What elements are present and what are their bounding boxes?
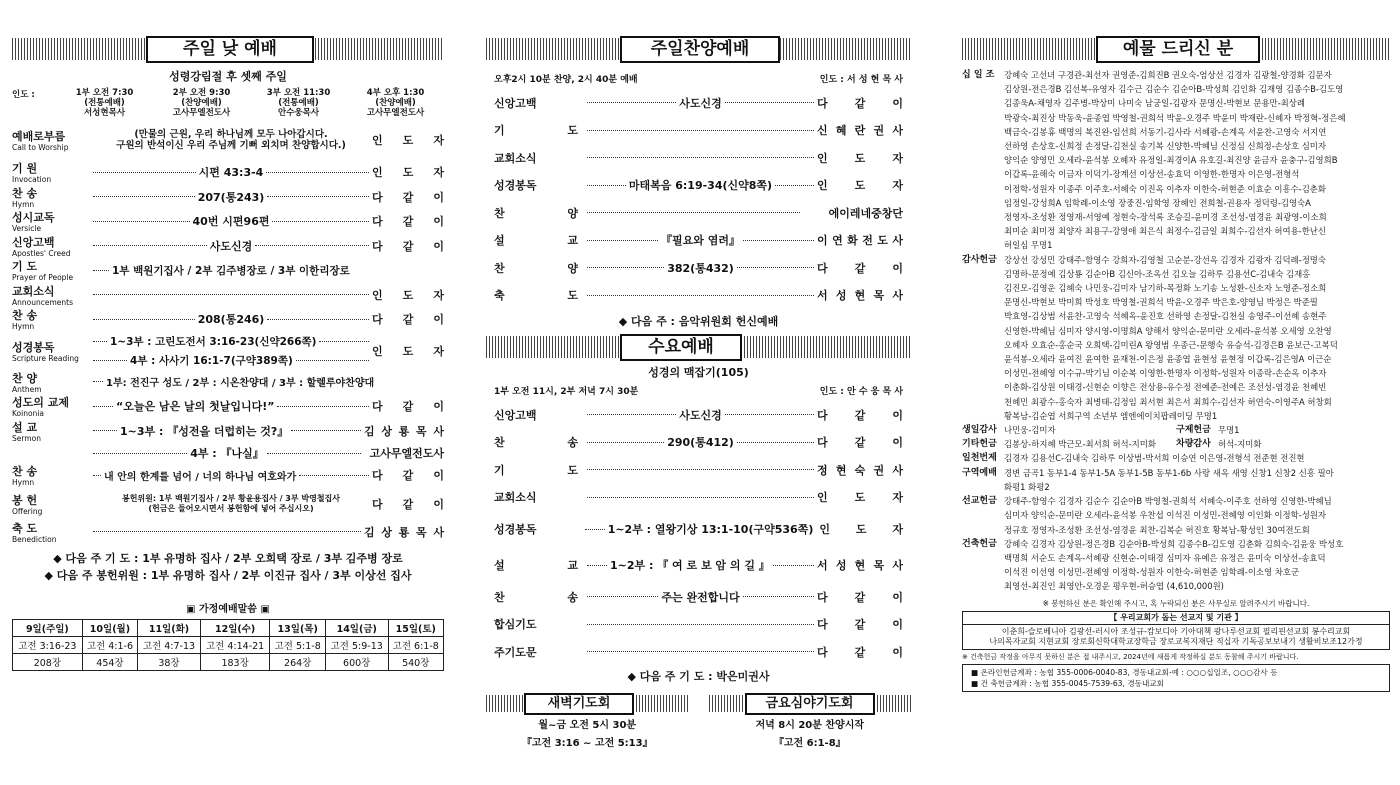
order-row: 찬 송 290(통412) 다 같 이	[494, 436, 904, 450]
table-row: 고전 3:16-23 고전 4:1-6 고전 4:7-13 고전 4:14-21 고전 5:1-8 고전 5:9-13 고전 6:1-8	[13, 637, 444, 654]
banner-title: 주일 낮 예배	[146, 36, 314, 63]
mission-group: 선교헌금 강태주-함영수 김경자 김순수 김순아B 박영철-권희석 서혜숙-이주호 선하영 신영한-박혜님 심미자 양익순-문미란 오세라-윤석봉 우찬섭 이석진 이성민-전혜영 이인화 이정학-성원자 정규호 정영자-조성환 조선성-염경윤 최찬-김복순 허진호 황복남-황성인 30여전도회	[962, 496, 1332, 535]
order-row: 성시교독 Versicle 40번 시편96편 다 같 이	[12, 211, 445, 234]
order-row: 찬 양 Anthem 1부: 전진구 성도 / 2부 : 시온찬양대 / 3부 : 할렐루야찬양대	[12, 371, 375, 394]
district-group: 구역예배 경변 금곡1 동부1-4 동부1-5A 동부1-5B 동부1-6b 사랑 새옥 새영 신창1 신창2 신흥 필아 화평1 화평2	[962, 467, 1334, 492]
order-row: 신앙고백 사도신경 다 같 이	[494, 96, 904, 110]
building-note: ※ 건축헌금 작정을 아무지 못하신 분은 접 내주시고, 2024년에 새롭게 작정하실 분도 동참해 주시기 바랍니다.	[962, 652, 1299, 661]
order-row: 찬 송 Hymn 208(통246) 다 같 이	[12, 309, 445, 332]
next-week-wednesday-prayer: ◆ 다음 주 기 도 : 박은미권사	[627, 669, 770, 683]
order-row: 성경봉독 1~2부 : 열왕기상 13:1-10(구약536쪽) 인 도 자	[494, 523, 903, 536]
event-car-group: 기타헌금 김봉상-하지혜 박근모-최서희 허석-지미화 차량감사 허석-지미화	[962, 439, 1262, 450]
order-row: 교회소식 인 도 자	[494, 491, 903, 505]
next-week-praise: ◆ 다음 주 : 음악위원회 헌신예배	[618, 315, 779, 328]
order-row: 찬 양 에이레네중창단	[494, 206, 903, 220]
evening-worship-column	[486, 0, 911, 785]
order-row: 합심기도 다 같 이	[494, 618, 903, 632]
praise-worship-banner: 주일찬양예배	[486, 36, 911, 64]
next-week-prayer: ◆ 다음 주 기 도 : 1부 유명하 집사 / 2부 오희택 장로 / 3부 김주병 장로	[53, 552, 403, 565]
leader-4: 4부 오후 1:30 (찬양예배) 고사무엘전도사	[366, 88, 425, 118]
order-row: 예배로부름 Call to Worship (만물의 근원, 우리 하나님께 모두 나아갑시다. 구원의 반석이신 우리 주님께 기뻐 외치며 찬양합시다.) 인 도 자	[12, 129, 444, 152]
wednesday-order	[486, 401, 911, 666]
order-row: 봉 헌 Offering 봉헌위원: 1부 백원기집사 / 2부 황윤용집사 / 3부 박영철집사 (헌금은 들어오시면서 봉헌함에 넣어 주십시오) 다 같 이	[12, 493, 444, 516]
leader-2: 2부 오전 9:30 (찬양예배) 고사무엘전도사	[172, 88, 231, 118]
offering-notice: ※ 봉헌하신 분은 확인해 주시고, 혹 누락되신 분은 사무실로 알려주시기 바랍니다.	[1042, 598, 1310, 608]
wednesday-subtitle: 성경의 맥잡기(105)	[648, 366, 749, 379]
mission-box: 【 우리교회가 돕는 선교지 및 기관 】 이춘희-슬로베니아 김광선-러시아 조성규-캄보디아 기아대책 광나루선교회 필리핀선교회 봉수리교회 나의목자교회 지현교회 장로회신학대학교장학금 장로교복지재단 직십자 기독공보보내기 생활비보조12가정	[962, 611, 1390, 650]
tithe-group: 십 일 조 강혜숙 고선녀 구경관-최선자 권영준-김희진B 권오숙-엄상선 김경자 김광철-양경화 김문자 김상원-전은경B 김선복-유영자 김수근 김순수 김순아B-박성희 김인화 김재영 김종수B-김도영 김종욱A-채영자 김주병-박상미 나미숙 남궁일-김광자 문명신-박현보 문용만-최상례 박광숙-최진상 박동욱-윤종엽 박영철-권희석 박윤-오경주 박윤미 박재란-신혜자 박정혁-정은혜 백금숙-김봉휴 백명의 복진완-임선희 서동기-김사라 서혜광-손계옥 서윤찬-고영숙 서지연 선하영 손상호-신희정 손정달-김천실 송기복 신양한-박혜님 신정심 신희정-손상호 심미자 양익순 양영민 오세라-윤석봉 오혜자 유정일-최경이A 유호길-최진양 윤금자 윤충구-김영희B 이갑록-윤해숙 이금자 이덕기-장계선 이상선-송효덕 이영한-한명자 이은영-전형석 이정학-성원자 이종주 이주호-서혜숙 이진옥 이추자 이한숙-허현준 이효순 이흥수-김춘화 임정일-강성희A 임학례-이소영 장중진-임학영 장혜인 전희철-권용자 정덕령-김영숙A 정영자-조성환 정영재-서영예 정현숙-장석록 조승길-윤미경 조선성-염경윤 최광영-이소희 최미순 최미정 최양자 최용구-강영애 최은식 최정수-김금일 최희수-김선자 허여용-한난신 허일심 무명1	[962, 70, 1346, 251]
order-row: 기 도 Prayer of People 1부 백원기집사 / 2부 김주병장로 / 3부 이한리장로	[12, 260, 350, 283]
order-row: 성도의 교제 Koinonia “오늘은 남은 날의 첫날입니다!” 다 같 이	[12, 396, 444, 419]
order-row: 4부 : 『나실』 고사무엘전도사	[12, 443, 444, 463]
birthday-relief-group: 생일감사 나민웅-김미자 구제헌금 무명1	[962, 425, 1240, 436]
wednesday-header: 1부 오전 11시, 2부 저녁 7시 30분 인도 : 안 수 웅 목 사	[494, 387, 903, 397]
order-row: 신앙고백 Apostles' Creed 사도신경 다 같 이	[12, 235, 445, 258]
order-row: 찬 송 Hymn 207(통243) 다 같 이	[12, 186, 445, 209]
leader-1: 1부 오전 7:30 (전통예배) 서성현목사	[75, 88, 134, 118]
order-row: 설 교 Sermon 1~3부 : 『성전을 더럽히는 것?』 김 상 룡 목 사	[12, 420, 444, 443]
order-row: 찬 송 주는 완전합니다 다 같 이	[494, 590, 903, 604]
prayer-meetings	[486, 693, 911, 751]
order-row: 찬 양 382(통432) 다 같 이	[494, 261, 904, 275]
order-row: 기 도 신 혜 란 권 사	[494, 124, 903, 138]
friday-prayer: 금요심야기도회 저녁 8시 20분 찬양시작 『고전 6:1-8』	[709, 693, 912, 751]
table-row: 9일(주일) 10일(월) 11일(화) 12일(수) 13일(목) 14일(금) 15일(토)	[13, 620, 444, 637]
praise-worship-header: 오후2시 10분 찬양, 2시 40분 예배 인도 : 서 성 현 목 사	[494, 75, 903, 85]
offerings-list	[962, 68, 1390, 594]
offerings-column	[962, 0, 1390, 785]
home-worship-table	[12, 619, 444, 671]
order-row: 기 원 Invocation 시편 43:3-4 인 도 자	[12, 162, 445, 185]
dawn-prayer: 새벽기도회 월~금 오전 5시 30분 『고전 3:16 ~ 고전 5:13』	[486, 693, 689, 751]
order-row: 주기도문 다 같 이	[494, 645, 903, 659]
thanks-group: 감사헌금 강상선 강성민 강태주-함영수 강희자-김영철 고순분-강선옥 김경자 김광자 김덕례-정명숙 김명하-문정예 김상룡 김순아B 김신아-조옥선 김오늘 김하루 김용선C-김내숙 김재홍 김진모-김영운 김혜숙 나민웅-김미자 남기하-목정화 노기송 노성환-신소자 노영준-정소희 문명신-박현보 박미희 박성호 박영철-권희석 박윤-오경주 박은호-양영님 박정은 박준필 박효영-김상범 서윤찬-고영숙 석혜옥-윤진호 선하영 손정달-김천실 송영주-이선혜 송현주 신영한-박혜님 심미자 양시영-이명희A 양해서 양익순-문미란 오세라-윤석봉 오세영 오찬영 오혜자 오효순-홍순국 오희택-김미린A 왕영범 우종근-문행숙 유승석-김경은B 윤보근-고복덕 윤석봉-오세라 윤여진 윤여한 윤재천-이은정 윤종엽 윤현성 윤현정 이갑록-김은영A 이근순 이성민-전혜영 이수규-박기님 이순복 이영한-한명자 이정학-성원자 이종락-손순옥 이추자 이춘화-김상원 이태경-신현순 이향은 전상용-유수정 전예준-전예은 조선성-염경윤 천혜빈 천혜민 최광수-홍숙자 최병태-김정임 최서현 최은서 최희수-김선자 허연숙-이영주A 허창회 황복남-김순엽 서희구역 소년부 엠엔에이치팝레이딩 무명1	[962, 254, 1338, 421]
firstfruit-group: 일천번제 김경자 김용선C-김내숙 김하루 이상범-박서희 이승연 이은영-전형석 전준현 전진현	[962, 453, 1305, 464]
order-row: 성경봉독 마태복음 6:19-34(신약8쪽) 인 도 자	[494, 179, 903, 193]
praise-worship-order	[486, 89, 911, 309]
sunday-worship-banner	[12, 36, 444, 64]
order-row: 교회소식 인 도 자	[494, 151, 903, 165]
order-row: 축 도 서 성 현 목 사	[494, 289, 903, 303]
next-week-offering: ◆ 다음 주 봉헌위원 : 1부 유명하 집사 / 2부 이진규 집사 / 3부 이상선 집사	[44, 569, 412, 582]
leaders-label: 인도 :	[12, 90, 35, 100]
order-row: 성경봉독 Scripture Reading 1~3부 : 고린도전서 3:16-23(신약266쪽) 4부 : 사사기 16:1-7(구약389쪽) 인 도 자	[12, 335, 444, 367]
subtitle: 성령강림절 후 셋째 주일	[169, 70, 287, 83]
order-row: 축 도 Benediction 김 상 룡 목 사	[12, 521, 444, 544]
home-worship-title: ▣ 가정예배말씀 ▣	[186, 604, 270, 615]
account-box: ■ 온라인헌금계좌 : 농협 355-0006-0040-83, 경동내교회-예 : ○○○십일조, ○○○감사 등 ■ 건 축헌금계좌 : 농협 355-0045-7539-63, 경동내교회	[962, 664, 1390, 692]
order-row: 설 교 『필요와 염려』 이 연 화 전 도 사	[494, 234, 903, 248]
building-group: 건축헌금 강혜숙 김경자 김상원-정은경B 김순아B-박성희 김종수B-김도영 김춘화 김희숙-김윤웅 박성호 백명희 서순도 손계옥-서혜광 신현순-이태경 심미자 유예은 유정은 윤미숙 이상선-송효덕 이석진 이선영 이성민-전혜영 이정학-성원자 이한숙-허현준 임학례-이소영 차호군 최영선-최진인 최영안-오경운 평우현-허승엽 (4,610,000원)	[962, 538, 1344, 592]
table-row: 208장 454장 38장 183장 264장 600장 540장	[13, 654, 444, 671]
order-row: 교회소식 Announcements 인 도 자	[12, 284, 444, 307]
wednesday-worship-banner: 수요예배	[486, 334, 911, 362]
sunday-worship-column	[12, 0, 444, 785]
leaders-row	[12, 88, 444, 118]
offerings-banner: 예물 드리신 분	[962, 36, 1390, 64]
order-row: 찬 송 Hymn 내 안의 한계를 넘어 / 너의 하나님 여호와가 다 같 이	[12, 465, 444, 488]
leader-3: 3부 오전 11:30 (전통예배) 안수웅목사	[266, 88, 331, 118]
order-row: 기 도 정 현 숙 권 사	[494, 463, 903, 477]
order-row: 신앙고백 사도신경 다 같 이	[494, 408, 904, 422]
order-of-worship	[12, 120, 444, 544]
order-row: 설 교 1~2부 : 『 여 로 보 암 의 길 』 서 성 현 목 사	[494, 559, 903, 572]
